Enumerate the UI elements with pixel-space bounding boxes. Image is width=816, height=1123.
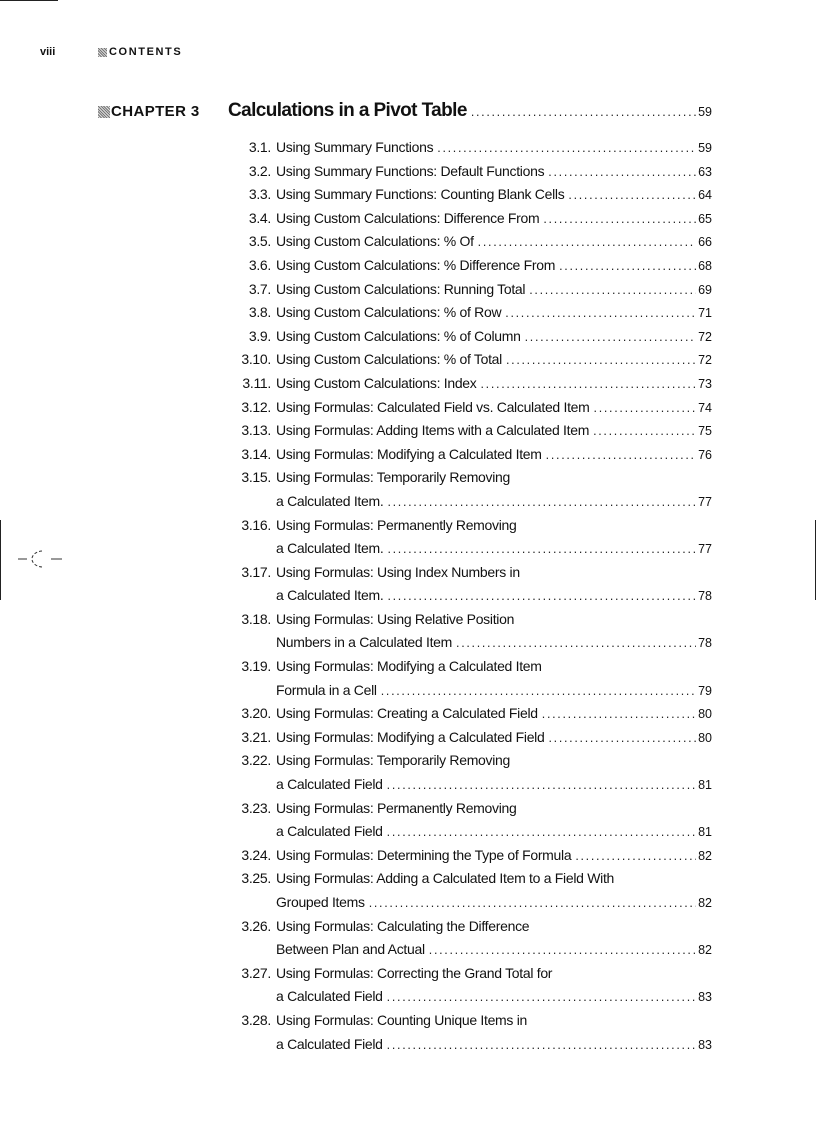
toc-entry-number: 3.20. bbox=[241, 705, 271, 722]
chapter-label-group bbox=[98, 103, 228, 120]
toc-entry bbox=[226, 304, 712, 328]
toc-entry-number: 3.22. bbox=[241, 752, 271, 769]
toc-entry-number: 3.4. bbox=[248, 209, 271, 226]
toc-entry-title: Using Summary Functions: Default Functions bbox=[276, 162, 545, 179]
toc-entry-page-number: 71 bbox=[698, 306, 712, 321]
toc-entry-title: Formula in a Cell bbox=[276, 681, 377, 698]
toc-entry-title: Using Formulas: Temporarily Removing bbox=[276, 469, 511, 486]
toc-entry-number: 3.3. bbox=[248, 186, 271, 203]
toc-entry-line bbox=[226, 186, 712, 210]
toc-entry-page-number: 72 bbox=[698, 353, 712, 368]
toc-entry-line bbox=[226, 304, 712, 328]
dot-leader bbox=[506, 353, 696, 367]
hatch-square-icon bbox=[98, 48, 107, 57]
toc-entry-title: Using Formulas: Using Index Numbers in bbox=[276, 563, 520, 580]
toc-entry-line bbox=[226, 705, 712, 729]
toc-entry-line bbox=[226, 422, 712, 446]
toc-entry bbox=[226, 210, 712, 234]
toc-entry-page-number: 83 bbox=[698, 1037, 712, 1052]
toc-entry-line bbox=[226, 729, 712, 753]
toc-entry-number: 3.16. bbox=[241, 516, 271, 533]
toc-entry-page-number: 74 bbox=[698, 400, 712, 415]
toc-entry-line bbox=[226, 210, 712, 234]
toc-entry-title: Using Custom Calculations: % Of bbox=[276, 233, 474, 250]
toc-entry-number: 3.2. bbox=[248, 162, 271, 179]
toc-entry-line bbox=[226, 800, 712, 824]
toc-entry-number: 3.7. bbox=[248, 280, 271, 297]
toc-entry-page-number: 64 bbox=[698, 188, 712, 203]
toc-entry-line bbox=[226, 163, 712, 187]
toc-entry bbox=[226, 752, 712, 799]
running-head-title: CONTENTS bbox=[109, 46, 183, 58]
toc-entry-page-number: 66 bbox=[698, 235, 712, 250]
toc-entry-title: a Calculated Field bbox=[276, 1035, 383, 1052]
chapter-page-number: 59 bbox=[698, 105, 712, 119]
toc-entry-title: Using Custom Calculations: % of Total bbox=[276, 351, 502, 368]
toc-entry-line bbox=[226, 587, 712, 611]
toc-entry-line bbox=[226, 965, 712, 989]
toc-entry-page-number: 78 bbox=[698, 636, 712, 651]
toc-entry-line bbox=[226, 257, 712, 281]
toc-entry-line bbox=[226, 375, 712, 399]
toc-entry-line bbox=[226, 564, 712, 588]
toc-entry-line bbox=[226, 752, 712, 776]
toc-entry bbox=[226, 446, 712, 470]
toc-entry-page-number: 63 bbox=[698, 164, 712, 179]
toc-entry bbox=[226, 163, 712, 187]
toc-entry-title: Using Summary Functions bbox=[276, 139, 434, 155]
dot-leader bbox=[542, 707, 696, 721]
dot-leader bbox=[429, 943, 696, 957]
toc-entry-title: a Calculated Field bbox=[276, 988, 383, 1005]
crop-mark-left bbox=[0, 520, 1, 600]
toc-entry-page-number: 81 bbox=[698, 825, 712, 840]
toc-entry bbox=[226, 918, 712, 965]
toc-entry-title: Using Summary Functions: Counting Blank Cells bbox=[276, 186, 565, 203]
toc-entry-number: 3.11. bbox=[242, 374, 271, 391]
toc-entry-number: 3.10. bbox=[241, 351, 271, 368]
toc-entry bbox=[226, 422, 712, 446]
toc-entry-page-number: 79 bbox=[698, 683, 712, 698]
toc-entry-title: Using Formulas: Adding a Calculated Item to a Field With bbox=[276, 870, 615, 887]
toc-entry-title: Using Formulas: Temporarily Removing bbox=[276, 752, 511, 769]
toc-entry-page-number: 76 bbox=[698, 447, 712, 462]
top-rule bbox=[0, 0, 58, 1]
toc-entry-page-number: 69 bbox=[698, 282, 712, 297]
toc-entry-list bbox=[226, 139, 712, 1059]
toc-entry-number: 3.28. bbox=[241, 1011, 271, 1028]
toc-entry-title: Between Plan and Actual bbox=[276, 941, 425, 958]
dot-leader bbox=[478, 235, 696, 249]
toc-entry-number: 3.17. bbox=[241, 563, 271, 580]
toc-entry-title: Using Formulas: Creating a Calculated Field bbox=[276, 705, 538, 722]
toc-entry-number: 3.1. bbox=[248, 139, 271, 155]
toc-entry-title: Using Formulas: Modifying a Calculated Field bbox=[276, 728, 545, 745]
dot-leader bbox=[559, 259, 696, 273]
dot-leader bbox=[505, 306, 696, 320]
toc-entry-line bbox=[226, 1036, 712, 1060]
dot-leader bbox=[471, 105, 696, 119]
toc-entry-number: 3.24. bbox=[241, 846, 271, 863]
toc-entry-number: 3.13. bbox=[241, 422, 271, 439]
toc-entry-line bbox=[226, 988, 712, 1012]
dot-leader bbox=[437, 141, 696, 155]
toc-entry-line bbox=[226, 493, 712, 517]
toc-entry-title: Using Formulas: Correcting the Grand Total for bbox=[276, 964, 553, 981]
toc-entry-page-number: 77 bbox=[698, 542, 712, 557]
toc-entry-line bbox=[226, 847, 712, 871]
toc-entry-line bbox=[226, 399, 712, 423]
toc-entry-page-number: 59 bbox=[698, 141, 712, 155]
toc-entry-title: Using Formulas: Determining the Type of Formula bbox=[276, 846, 572, 863]
toc-entry bbox=[226, 611, 712, 658]
dot-leader bbox=[387, 1038, 696, 1052]
toc-entry bbox=[226, 870, 712, 917]
chapter-title: Calculations in a Pivot Table bbox=[228, 100, 467, 121]
toc-entry bbox=[226, 351, 712, 375]
dot-leader bbox=[593, 424, 696, 438]
toc-entry-number: 3.12. bbox=[241, 398, 271, 415]
toc-entry-page-number: 82 bbox=[698, 896, 712, 910]
toc-entry-title: Using Formulas: Counting Unique Items in bbox=[276, 1011, 528, 1028]
toc-entry bbox=[226, 658, 712, 705]
toc-entry-title: Using Custom Calculations: % Difference From bbox=[276, 256, 556, 273]
toc-entry-title: a Calculated Item. bbox=[276, 492, 384, 509]
toc-entry bbox=[226, 139, 712, 163]
toc-entry-page-number: 83 bbox=[698, 990, 712, 1005]
toc-entry-number: 3.9. bbox=[248, 327, 271, 344]
toc-entry bbox=[226, 328, 712, 352]
toc-entry-line bbox=[226, 351, 712, 375]
toc-entry-title: Using Custom Calculations: % of Row bbox=[276, 304, 502, 321]
toc-entry bbox=[226, 375, 712, 399]
dot-leader bbox=[543, 212, 696, 226]
toc-entry-number: 3.23. bbox=[241, 799, 271, 816]
toc-entry-title: Using Formulas: Permanently Removing bbox=[276, 799, 517, 816]
page-folio: viii bbox=[40, 46, 56, 58]
dot-leader bbox=[568, 188, 696, 202]
toc-entry-number: 3.21. bbox=[241, 728, 271, 745]
toc-entry-line bbox=[226, 658, 712, 682]
toc-entry-line bbox=[226, 823, 712, 847]
dot-leader bbox=[546, 448, 696, 462]
toc-entry-number: 3.27. bbox=[241, 964, 271, 981]
toc-entry-page-number: 65 bbox=[698, 211, 712, 226]
toc-entry-line bbox=[226, 1012, 712, 1036]
toc-entry-title: a Calculated Field bbox=[276, 776, 383, 793]
dot-leader bbox=[594, 401, 697, 415]
dot-leader bbox=[381, 684, 696, 698]
dot-leader bbox=[387, 825, 696, 839]
toc-entry bbox=[226, 1012, 712, 1059]
dot-leader bbox=[575, 849, 696, 863]
toc-entry-title: Numbers in a Calculated Item bbox=[276, 634, 453, 651]
toc-entry-page-number: 82 bbox=[698, 943, 712, 958]
chapter-label: CHAPTER 3 bbox=[111, 103, 200, 120]
toc-entry-line bbox=[226, 139, 712, 163]
toc-entry-title: a Calculated Item. bbox=[276, 540, 384, 557]
toc-entry-number: 3.6. bbox=[248, 256, 271, 273]
toc-entry-page-number: 68 bbox=[698, 258, 712, 273]
toc-entry-title: Using Custom Calculations: Difference From bbox=[276, 209, 540, 226]
toc-entry-title: Using Formulas: Modifying a Calculated Item bbox=[276, 445, 542, 462]
toc-entry-page-number: 72 bbox=[698, 329, 712, 344]
toc-entry-line bbox=[226, 941, 712, 965]
toc-entry bbox=[226, 517, 712, 564]
running-head bbox=[40, 44, 182, 60]
dot-leader bbox=[369, 896, 696, 910]
toc-entry-page-number: 75 bbox=[698, 424, 712, 439]
chapter-heading bbox=[98, 100, 712, 124]
toc-entry bbox=[226, 399, 712, 423]
toc-entry-page-number: 80 bbox=[698, 707, 712, 722]
toc-entry-line bbox=[226, 281, 712, 305]
toc-entry-number: 3.26. bbox=[241, 917, 271, 934]
toc-entry bbox=[226, 729, 712, 753]
dot-leader bbox=[548, 165, 696, 179]
dot-leader bbox=[481, 377, 697, 391]
toc-entry-number: 3.18. bbox=[241, 610, 271, 627]
toc-entry bbox=[226, 847, 712, 871]
toc-entry-title: Using Formulas: Adding Items with a Calculated Item bbox=[276, 422, 590, 439]
toc-entry-line bbox=[226, 446, 712, 470]
toc-entry-page-number: 73 bbox=[698, 376, 712, 391]
toc-entry-line bbox=[226, 776, 712, 800]
toc-entry-line bbox=[226, 540, 712, 564]
toc-entry-line bbox=[226, 634, 712, 658]
toc-entry-page-number: 77 bbox=[698, 494, 712, 509]
toc-entry-number: 3.8. bbox=[248, 304, 271, 321]
toc-entry-title: Using Formulas: Calculated Field vs. Calculated Item bbox=[276, 398, 590, 415]
dot-leader bbox=[529, 283, 696, 297]
toc-entry bbox=[226, 186, 712, 210]
toc-entry-title: Using Custom Calculations: Index bbox=[276, 374, 477, 391]
registration-mark-icon bbox=[18, 549, 62, 577]
toc-entry-title: Using Formulas: Using Relative Position bbox=[276, 610, 515, 627]
toc-entry-title: Using Formulas: Modifying a Calculated Item bbox=[276, 658, 542, 675]
toc-entry-title: a Calculated Item. bbox=[276, 587, 384, 604]
toc-entry-title: Using Formulas: Calculating the Difference bbox=[276, 917, 530, 934]
dot-leader bbox=[387, 495, 696, 509]
dot-leader bbox=[548, 731, 696, 745]
toc-entry-title: Using Custom Calculations: Running Total bbox=[276, 280, 526, 297]
toc-entry-number: 3.15. bbox=[241, 469, 271, 486]
toc-entry-title: Using Formulas: Permanently Removing bbox=[276, 516, 517, 533]
toc-entry-page-number: 78 bbox=[698, 589, 712, 604]
hatch-square-icon bbox=[98, 106, 110, 118]
dot-leader bbox=[387, 778, 696, 792]
toc-entry bbox=[226, 281, 712, 305]
toc-entry-line bbox=[226, 328, 712, 352]
toc-entry-line bbox=[226, 233, 712, 257]
dot-leader bbox=[387, 589, 696, 603]
toc-entry-title: Using Custom Calculations: % of Column bbox=[276, 327, 521, 344]
toc-entry-number: 3.14. bbox=[241, 445, 271, 462]
dot-leader bbox=[525, 330, 697, 344]
toc-entry bbox=[226, 800, 712, 847]
toc-entry bbox=[226, 257, 712, 281]
dot-leader bbox=[456, 636, 696, 650]
toc-entry-page-number: 80 bbox=[698, 730, 712, 745]
toc-entry-page-number: 81 bbox=[698, 778, 712, 793]
toc-entry-number: 3.5. bbox=[248, 233, 271, 250]
toc-entry bbox=[226, 469, 712, 516]
toc-entry bbox=[226, 233, 712, 257]
toc-entry-title: Grouped Items bbox=[276, 894, 365, 910]
toc-entry-line bbox=[226, 894, 712, 918]
toc-entry bbox=[226, 965, 712, 1012]
toc-entry-number: 3.19. bbox=[241, 658, 271, 675]
toc-entry-line bbox=[226, 517, 712, 541]
dot-leader bbox=[387, 990, 696, 1004]
toc-entry-line bbox=[226, 469, 712, 493]
dot-leader bbox=[387, 542, 696, 556]
toc-entry-line bbox=[226, 611, 712, 635]
toc-entry-number: 3.25. bbox=[241, 870, 271, 887]
toc-entry-line bbox=[226, 682, 712, 706]
toc-entry-line bbox=[226, 870, 712, 894]
toc-entry bbox=[226, 564, 712, 611]
toc-entry-title: a Calculated Field bbox=[276, 823, 383, 840]
toc-entry bbox=[226, 705, 712, 729]
toc-entry-page-number: 82 bbox=[698, 848, 712, 863]
toc-entry-line bbox=[226, 918, 712, 942]
